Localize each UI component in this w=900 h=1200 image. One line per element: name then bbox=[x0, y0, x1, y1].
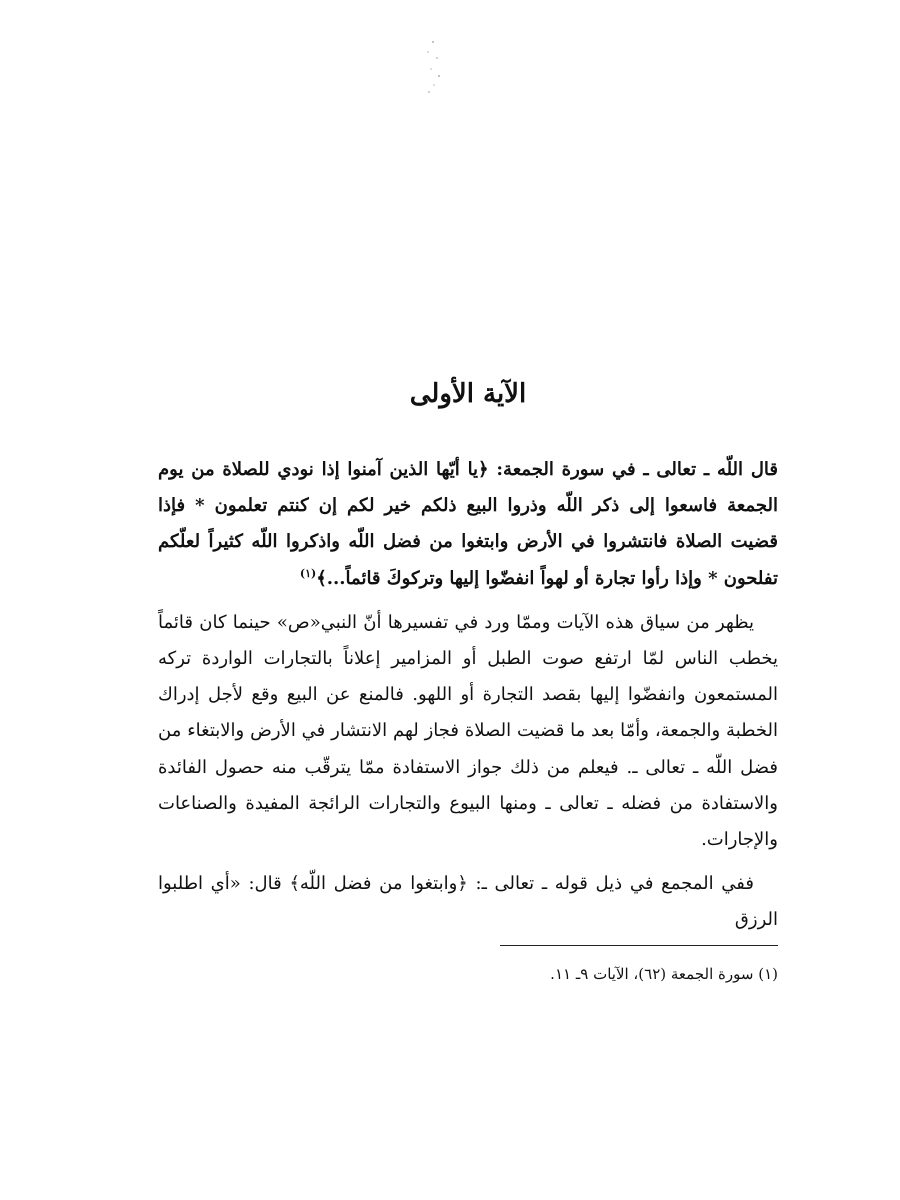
paragraph-quran-quote bbox=[158, 452, 778, 597]
section-heading: الآية الأولى bbox=[409, 379, 527, 409]
paragraph-commentary: يظهر من سياق هذه الآيات وممّا ورد في تفسيرها أنّ النبي«ص» حينما كان قائماً يخطب الناس لمّا ارتفع صوت الطبل أو المزامير إعلاناً بالتجارات الواردة تركه المستمعون وانفضّوا إليها بقصد التجارة أو اللهو. فالمنع عن البيع وقع لأجل إدراك الخطبة والجمعة، وأمّا بعد ما قضيت الصلاة فجاز لهم الانتشار في الأرض والابتغاء من فضل اللّه ـ تعالى ـ. فيعلم من ذلك جواز الاستفادة ممّا يترقّب منه حصول الفائدة والاستفادة من فضله ـ تعالى ـ ومنها البيوع والتجارات الرائجة المفيدة والصناعات والإجارات. bbox=[158, 611, 778, 851]
footnote-divider bbox=[500, 945, 778, 946]
paragraph-1-text: قال اللّه ـ تعالى ـ في سورة الجمعة: ﴿يا أيّها الذين آمنوا إذا نودي للصلاة من يوم الجمعة فاسعوا إلى ذكر اللّه وذروا البيع ذلكم خير لكم إن كنتم تعلمون * فإذا قضيت الصلاة فانتشروا في الأرض وابتغوا من فضل اللّه واذكروا اللّه كثيراً لعلّكم تفلحون * وإذا رأوا تجارة أو لهواً انفضّوا إليها وتركوكَ قائماً...﴾ bbox=[158, 459, 778, 589]
footnote-text: (١) سورة الجمعة (٦٢)، الآيات ٩ـ ١١. bbox=[550, 965, 778, 983]
paragraph-majma: ففي المجمع في ذيل قوله ـ تعالى ـ: ﴿وابتغوا من فضل اللّه﴾ قال: «أي اطلبوا الرزق bbox=[158, 873, 778, 931]
book-page bbox=[158, 0, 778, 1200]
footnote-marker: (١) bbox=[299, 566, 317, 580]
body-text bbox=[158, 452, 778, 947]
